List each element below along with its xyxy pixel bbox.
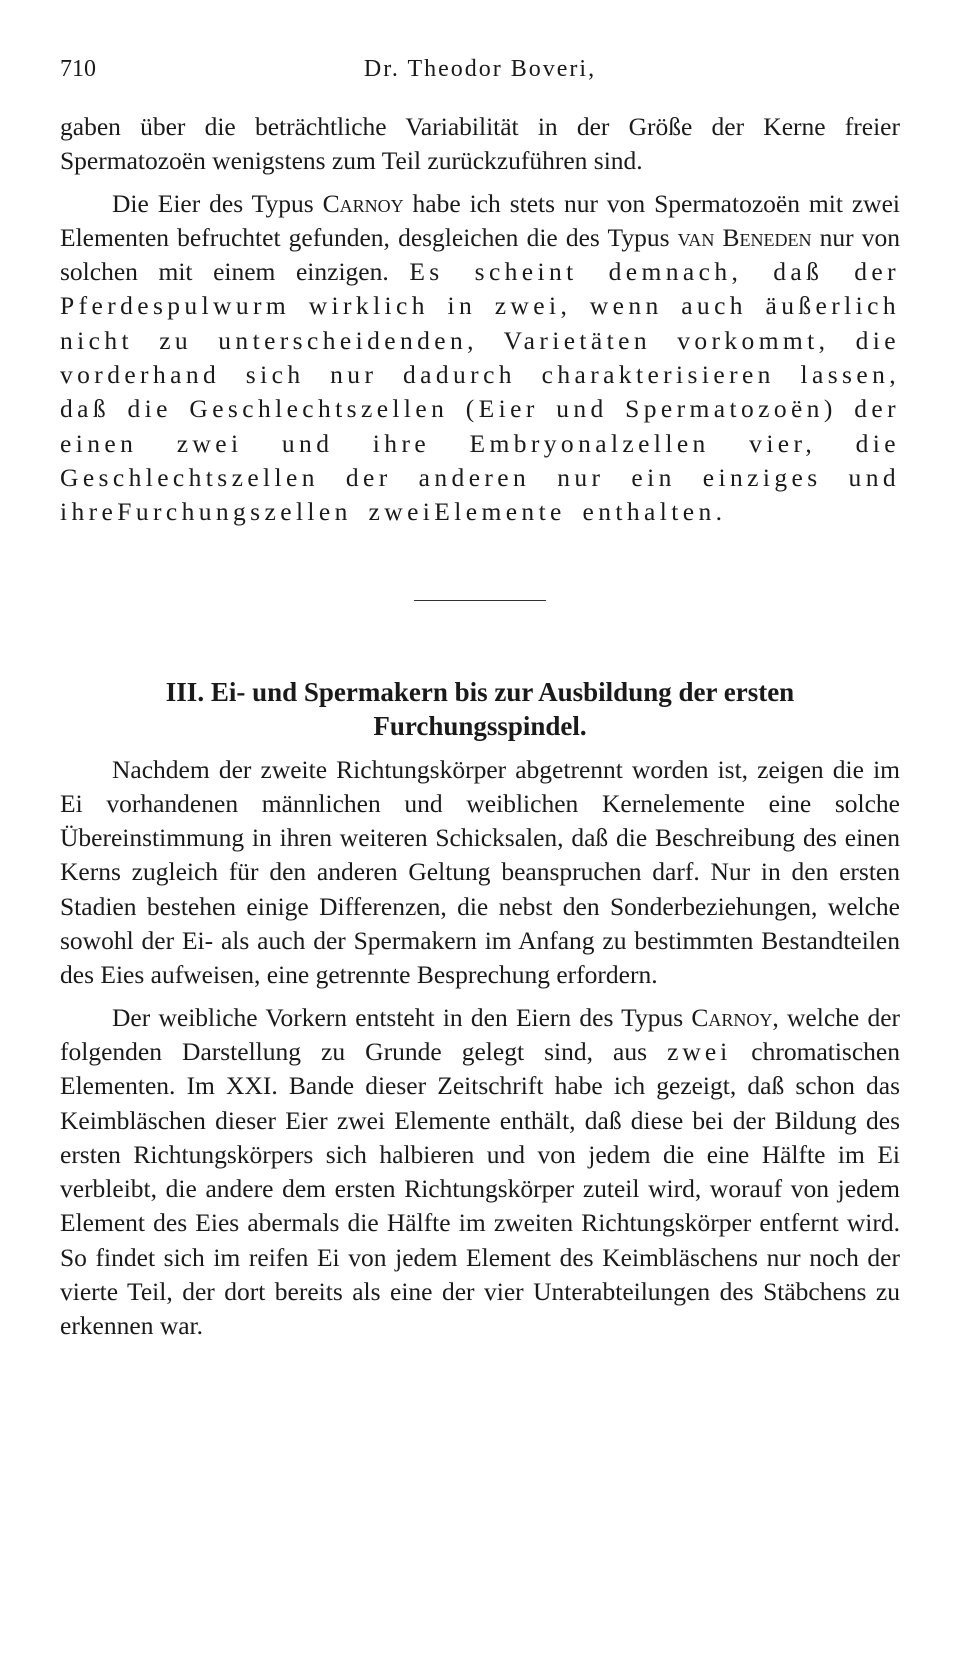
running-title: Dr. Theodor Boveri, [363, 56, 597, 82]
section-heading-line: Furchungsspindel. [373, 710, 587, 741]
emphasized-conclusion: Es scheint demnach, daß der Pferdespulwurm wirklich in zwei, wenn auch äußerlich nicht zu unterscheidenden, Varietäten vorkommt, die vorderhand sich nur dadurch charakterisieren lassen, daß die Geschlechtszellen (Eier und Spermatozoën) der einen zwei und ihre Embryonalzellen vier, die Geschlechtszellen der anderen nur ein einziges und ihreFurchungszellen zweiElemente enthalten. [60, 257, 901, 527]
paragraph-text: Die Eier des Typus [112, 188, 323, 218]
book-page [60, 56, 900, 1344]
paragraph-varieties [60, 187, 900, 530]
paragraph-text: , welche der folgenden Darstellung zu Grunde gelegt sind, aus [60, 1002, 900, 1066]
author-name-van-beneden: van Beneden [677, 222, 812, 252]
paragraph-text: habe ich stets nur von Spermatozoën mit zwei Elementen befruchtet gefunden, desgleichen die des Typus [60, 188, 900, 252]
paragraph-text: nur von solchen mit einem einzigen. [60, 222, 900, 287]
author-name-carnoy: Carnoy [691, 1002, 773, 1032]
emphasized-word: zwei [667, 1036, 732, 1066]
section-heading [60, 675, 900, 743]
section-divider [414, 600, 546, 601]
paragraph-continued: gaben über die beträchtliche Variabilität in der Größe der Kerne freier Spermatozoën wenigstens zum Teil zurückzuführen sind. [60, 112, 900, 176]
running-head [60, 56, 900, 96]
author-name-carnoy: Carnoy [322, 188, 404, 218]
paragraph-nuclei: Nachdem der zweite Richtungskörper abgetrennt worden ist, zeigen die im Ei vorhandenen männlichen und weiblichen Kernelemente eine solche Übereinstimmung in ihren weiteren Schicksalen, daß die Beschreibung des einen Kerns zugleich für den anderen Geltung beanspruchen darf. Nur in den ersten Stadien bestehen einige Differenzen, die nebst den Sonderbeziehungen, welche sowohl der Ei- als auch der Spermakern im Anfang zu bestimmten Bestandteilen des Eies aufweisen, eine getrennte Besprechung erfordern. [60, 754, 900, 990]
paragraph-text: chromatischen Elementen. Im XXI. Bande dieser Zeitschrift habe ich gezeigt, daß schon das Keimbläschen dieser Eier zwei Elemente enthält, daß diese bei der Bildung des ersten Richtungskörpers sich halbieren und von jedem die eine Hälfte im Ei verbleibt, die andere dem ersten Richtungskörper zuteil wird, worauf von jedem Element des Eies abermals die Hälfte im zweiten Richtungskörper entfernt wird. So findet sich im reifen Ei von jedem Element des Keimbläschens nur noch der vierte Teil, der dort bereits als eine der vier Unterabteilungen des Stäbchens zu erkennen war. [60, 1036, 900, 1341]
paragraph-text: Der weibliche Vorkern entsteht in den Eiern des Typus [112, 1002, 692, 1032]
section-heading-line: III. Ei- und Spermakern bis zur Ausbildung der ersten [165, 676, 795, 707]
paragraph-female-pronucleus [60, 1001, 900, 1344]
page-number: 710 [60, 56, 96, 82]
